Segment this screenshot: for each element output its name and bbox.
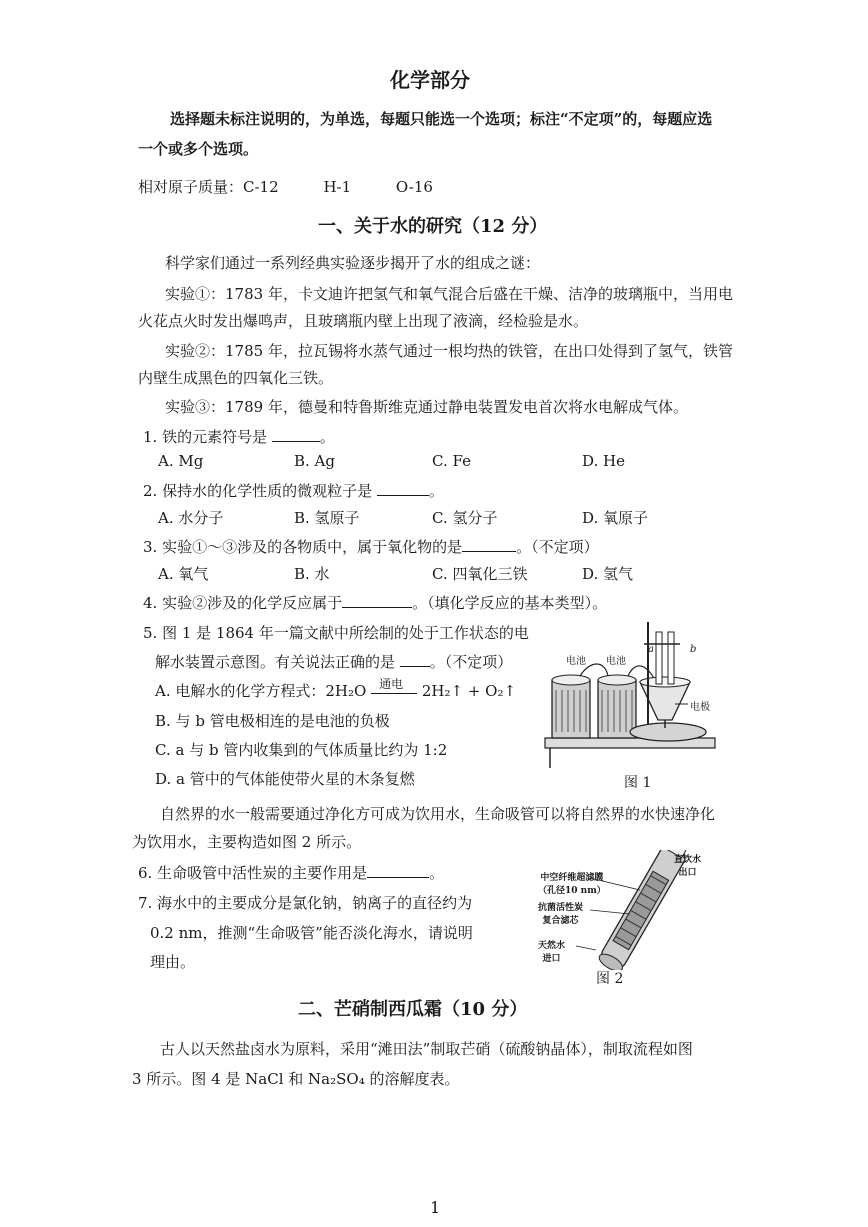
fig1-label-electrode: 电极: [690, 702, 710, 713]
q1-option-c[interactable]: C. Fe: [432, 452, 471, 470]
page-number: 1: [430, 1198, 441, 1217]
question-3: [143, 536, 599, 557]
q7-line1: 7. 海水中的主要成分是氯化钠，钠离子的直径约为: [138, 894, 473, 912]
atomic-masses-label: 相对原子质量：: [138, 178, 244, 196]
fig2-label-inlet-1: 天然水: [538, 941, 566, 951]
q1-option-b[interactable]: B. Ag: [294, 452, 335, 470]
question-4: [143, 592, 607, 613]
fig2-label-membrane-1: 中空纤维超滤膜: [540, 873, 604, 883]
q5-option-d[interactable]: D. a 管中的气体能使带火星的木条复燃: [155, 770, 415, 788]
fig2-label-membrane-2: （孔径10 nm）: [538, 886, 606, 896]
q5-option-c[interactable]: C. a 与 b 管内收集到的气体质量比约为 1:2: [155, 741, 448, 759]
q2-option-a[interactable]: A. 水分子: [158, 509, 224, 527]
fig2-label-carbon: [538, 900, 583, 926]
q1-answer-blank[interactable]: [272, 427, 320, 442]
q5-option-b[interactable]: B. 与 b 管电极相连的是电池的负极: [155, 712, 390, 730]
section1-title: 一、关于水的研究（12 分）: [318, 216, 548, 237]
q5-a-post: 2H₂↑ + O₂↑: [421, 682, 517, 700]
q2-option-b[interactable]: B. 氢原子: [294, 509, 360, 527]
mass-o: O-16: [395, 178, 433, 196]
figure-1: [540, 620, 720, 790]
fig1-label-battery1: 电池: [566, 656, 586, 667]
q3-stem: 3. 实验①～③涉及的各物质中，属于氧化物的是: [143, 538, 463, 556]
q2-answer-blank[interactable]: [377, 481, 429, 496]
para2-line1: 自然界的水一般需要通过净化方可成为饮用水，生命吸管可以将自然界的水快速净化: [160, 805, 716, 823]
q5-answer-blank[interactable]: [400, 652, 430, 667]
section2-line1: 古人以天然盐卤水为原料，采用“滩田法”制取芒硝（硫酸钠晶体），制取流程如图: [160, 1040, 693, 1058]
q4-stem: 4. 实验②涉及的化学反应属于: [143, 594, 343, 612]
q6-end: 。: [429, 864, 445, 882]
fig2-label-outlet-1: 直饮水: [674, 855, 702, 865]
mass-h: H-1: [323, 178, 352, 196]
q1-option-d[interactable]: D. He: [582, 452, 625, 470]
instructions-line2: 一个或多个选项。: [138, 140, 259, 158]
fig2-caption: 图 2: [596, 971, 624, 987]
question-6: [138, 862, 444, 883]
q2-option-c[interactable]: C. 氢分子: [432, 509, 498, 527]
q5-a-pre: A. 电解水的化学方程式：2H₂O: [155, 682, 367, 700]
instructions-line1: 选择题未标注说明的，为单选，每题只能选一个选项；标注“不定项”的，每题应选: [170, 110, 713, 128]
fig1-caption: 图 1: [624, 775, 652, 791]
q5-stem-line2: [155, 651, 512, 672]
q5-stem-line1: 5. 图 1 是 1864 年一篇文献中所绘制的处于工作状态的电: [143, 624, 529, 642]
para2-line2: 为饮用水，主要构造如图 2 所示。: [132, 833, 362, 851]
atomic-masses: [138, 176, 433, 197]
q5-stem-line2b: 。（不定项）: [429, 653, 513, 671]
fig2-label-inlet-2: 进口: [542, 954, 561, 964]
q5-a-condition-text: 通电: [379, 677, 404, 691]
q1-end: 。: [319, 428, 335, 446]
section2-line2: 3 所示。图 4 是 NaCl 和 Na₂SO₄ 的溶解度表。: [132, 1070, 460, 1088]
exp1-line2: 火花点火时发出爆鸣声，且玻璃瓶内壁上出现了液滴，经检验是水。: [138, 312, 589, 330]
q2-end: 。: [428, 482, 444, 500]
fig1-label-battery2: 电池: [606, 656, 626, 667]
question-2: [143, 480, 444, 501]
q7-line3: 理由。: [150, 953, 196, 971]
q3-end: 。（不定项）: [516, 538, 599, 556]
fig1-label-b: b: [690, 644, 697, 655]
q3-option-c[interactable]: C. 四氧化三铁: [432, 565, 528, 583]
q4-end: 。（填化学反应的基本类型）。: [412, 594, 608, 612]
electrolysis-apparatus-illustration: [540, 620, 720, 770]
q5-option-a[interactable]: [155, 677, 517, 701]
exp2-line2: 内壁生成黑色的四氧化三铁。: [138, 369, 334, 387]
q7-line2: 0.2 nm，推测“生命吸管”能否淡化海水，请说明: [150, 924, 473, 942]
fig2-label-carbon-2: 复合滤芯: [542, 916, 579, 926]
fig2-label-outlet-2: 出口: [678, 868, 697, 878]
figure-2: [530, 850, 730, 990]
q1-stem: 1. 铁的元素符号是: [143, 428, 268, 446]
q3-option-d[interactable]: D. 氢气: [582, 565, 634, 583]
q3-option-a[interactable]: A. 氧气: [158, 565, 209, 583]
fig2-label-inlet: [538, 938, 565, 964]
fig2-label-outlet: [674, 852, 701, 878]
fig1-label-a: a: [648, 644, 654, 655]
exp2-line1: 实验②：1785 年，拉瓦锡将水蒸气通过一根均热的铁管，在出口处得到了氢气，铁管: [165, 342, 733, 360]
q2-stem: 2. 保持水的化学性质的微观粒子是: [143, 482, 373, 500]
q3-answer-blank[interactable]: [462, 537, 516, 552]
exp1-line1: 实验①：1783 年，卡文迪许把氢气和氧气混合后盛在干燥、洁净的玻璃瓶中，当用电: [165, 285, 733, 303]
q2-option-d[interactable]: D. 氧原子: [582, 509, 649, 527]
mass-c: C-12: [243, 178, 279, 196]
section2-title: 二、芒硝制西瓜霜（10 分）: [298, 999, 528, 1020]
q1-option-a[interactable]: A. Mg: [158, 452, 204, 470]
q4-answer-blank[interactable]: [342, 593, 412, 608]
q5-stem-line2a: 解水装置示意图。有关说法正确的是: [155, 653, 396, 671]
q6-stem: 6. 生命吸管中活性炭的主要作用是: [138, 864, 368, 882]
question-1: [143, 426, 335, 447]
q5-a-condition: [371, 677, 417, 701]
q5-a-condition-bar: [371, 693, 417, 694]
fig2-label-membrane: [538, 870, 606, 896]
fig2-label-carbon-1: 抗菌活性炭: [538, 903, 584, 913]
page-title: 化学部分: [390, 68, 470, 92]
q6-answer-blank[interactable]: [367, 863, 429, 878]
section1-intro: 科学家们通过一系列经典实验逐步揭开了水的组成之谜：: [165, 254, 541, 272]
q3-option-b[interactable]: B. 水: [294, 565, 330, 583]
exp3-line1: 实验③：1789 年，德曼和特鲁斯维克通过静电装置发电首次将水电解成气体。: [165, 398, 688, 416]
